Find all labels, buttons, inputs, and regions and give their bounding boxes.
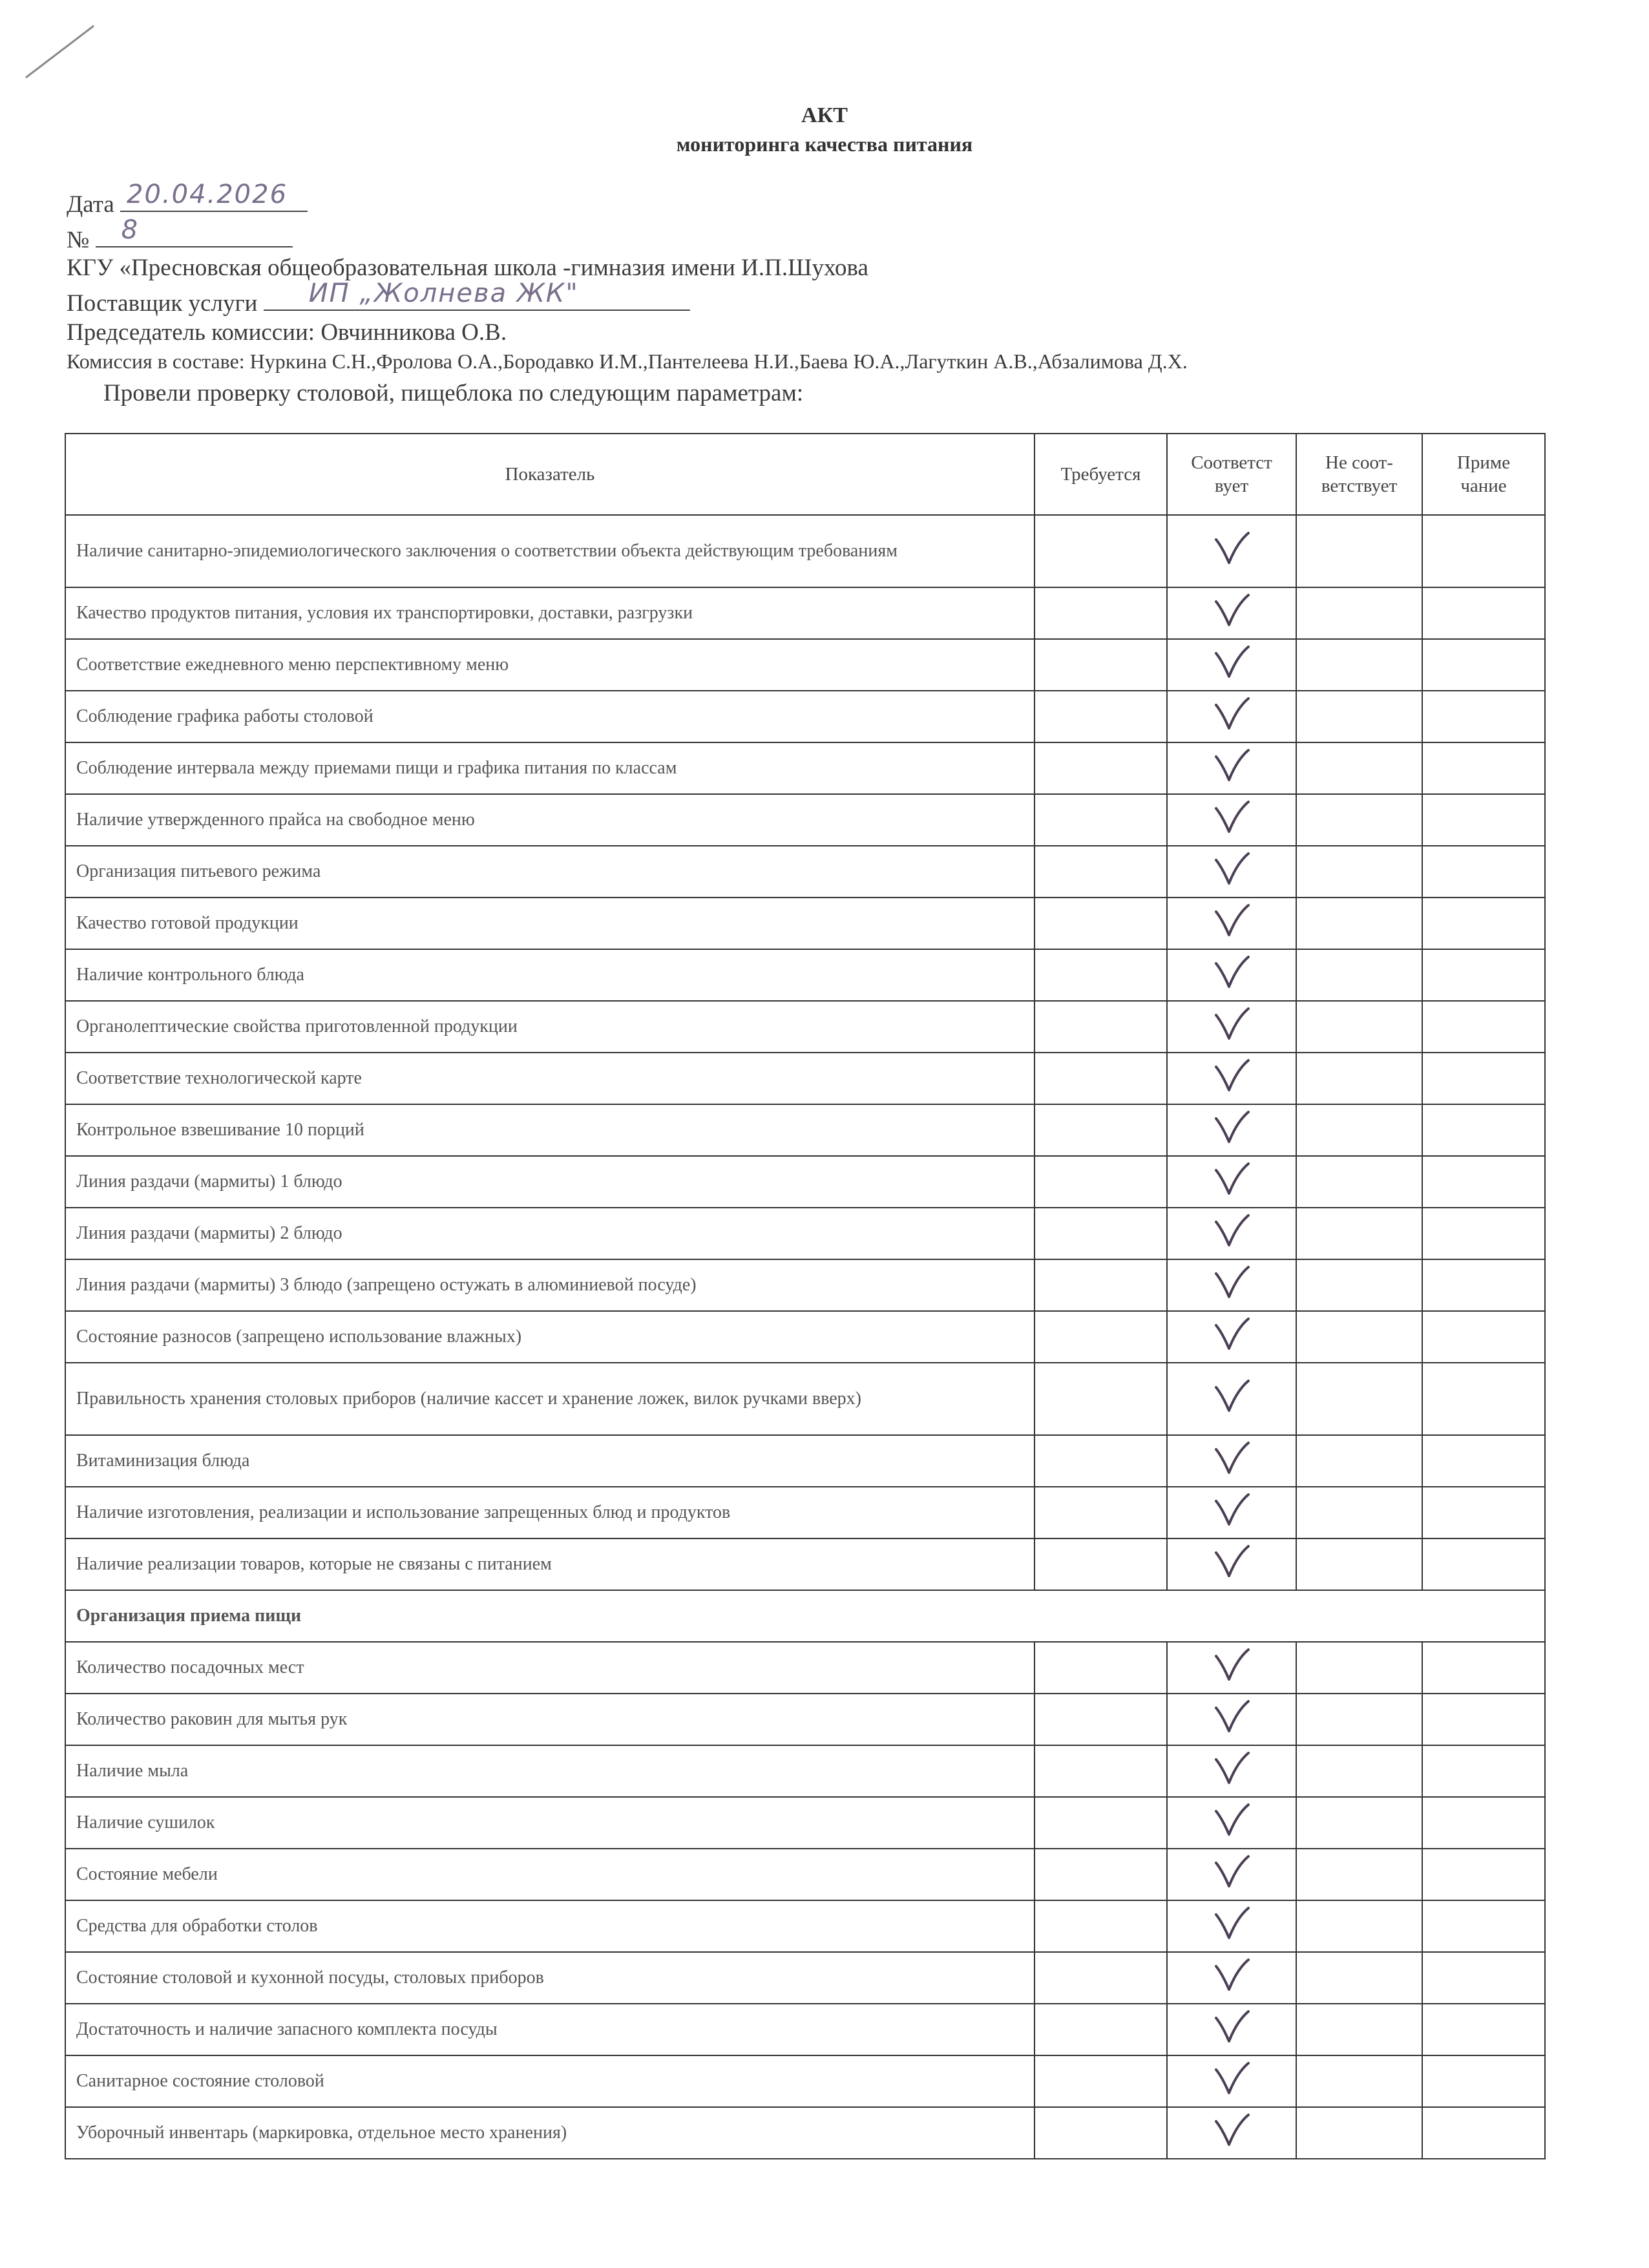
table-row <box>65 1900 1545 1952</box>
checkmark-icon <box>1212 2061 1251 2097</box>
col-indicator: Показатель <box>65 434 1035 515</box>
row-complies-cell[interactable] <box>1167 949 1296 1001</box>
table-row <box>65 1745 1545 1797</box>
row-required-cell[interactable] <box>1035 846 1167 898</box>
row-complies-cell[interactable] <box>1167 1053 1296 1104</box>
row-note-cell[interactable] <box>1422 1952 1545 2004</box>
row-note-cell[interactable] <box>1422 1053 1545 1104</box>
row-not-complies-cell[interactable] <box>1296 1797 1422 1849</box>
row-required-cell[interactable] <box>1035 1745 1167 1797</box>
row-note-cell[interactable] <box>1422 1642 1545 1694</box>
table-row <box>65 1311 1545 1363</box>
row-required-cell[interactable] <box>1035 515 1167 587</box>
row-not-complies-cell[interactable] <box>1296 1642 1422 1694</box>
table-row <box>65 1435 1545 1487</box>
row-complies-cell[interactable] <box>1167 2004 1296 2055</box>
checkmark-icon <box>1212 1544 1251 1580</box>
row-indicator-label: Линия раздачи (мармиты) 2 блюдо <box>65 1208 1035 1259</box>
date-label: Дата <box>67 191 114 218</box>
row-not-complies-cell[interactable] <box>1296 742 1422 794</box>
row-note-cell[interactable] <box>1422 949 1545 1001</box>
row-complies-cell[interactable] <box>1167 794 1296 846</box>
row-indicator-label: Состояние разносов (запрещено использование влажных) <box>65 1311 1035 1363</box>
col-note: Приме чание <box>1422 434 1545 515</box>
checkmark-icon <box>1212 2112 1251 2148</box>
table-row <box>65 1001 1545 1053</box>
supplier-handwritten: ИП „Жолнева ЖК" <box>308 278 579 308</box>
row-not-complies-cell[interactable] <box>1296 1538 1422 1590</box>
table-header-row <box>65 434 1545 515</box>
row-indicator-label: Наличие мыла <box>65 1745 1035 1797</box>
row-note-cell[interactable] <box>1422 2107 1545 2159</box>
table-row <box>65 1642 1545 1694</box>
row-indicator-label: Линия раздачи (мармиты) 1 блюдо <box>65 1156 1035 1208</box>
row-not-complies-cell[interactable] <box>1296 1208 1422 1259</box>
row-note-cell[interactable] <box>1422 1797 1545 1849</box>
row-required-cell[interactable] <box>1035 1487 1167 1538</box>
checkmark-icon <box>1212 1802 1251 1838</box>
row-not-complies-cell[interactable] <box>1296 1053 1422 1104</box>
table-row <box>65 1487 1545 1538</box>
checkmark-icon <box>1212 1647 1251 1683</box>
row-note-cell[interactable] <box>1422 1001 1545 1053</box>
row-complies-cell[interactable] <box>1167 639 1296 691</box>
checkmark-icon <box>1212 1265 1251 1301</box>
row-required-cell[interactable] <box>1035 1797 1167 1849</box>
row-complies-cell[interactable] <box>1167 1156 1296 1208</box>
intro-line: Провели проверку столовой, пищеблока по следующим параметрам: <box>103 380 804 406</box>
table-row <box>65 1104 1545 1156</box>
row-not-complies-cell[interactable] <box>1296 1001 1422 1053</box>
table-row <box>65 1156 1545 1208</box>
row-not-complies-cell[interactable] <box>1296 1156 1422 1208</box>
number-line <box>67 215 293 254</box>
row-complies-cell[interactable] <box>1167 1694 1296 1745</box>
row-complies-cell[interactable] <box>1167 1487 1296 1538</box>
row-not-complies-cell[interactable] <box>1296 898 1422 949</box>
row-indicator-label: Наличие санитарно-эпидемиологического заключения о соответствии объекта действующим требованиям <box>65 515 1035 587</box>
row-indicator-label: Наличие сушилок <box>65 1797 1035 1849</box>
row-note-cell[interactable] <box>1422 639 1545 691</box>
checkmark-icon <box>1212 1058 1251 1094</box>
date-handwritten: 20.04.2026 <box>127 180 288 209</box>
row-not-complies-cell[interactable] <box>1296 1694 1422 1745</box>
row-note-cell[interactable] <box>1422 1694 1545 1745</box>
row-note-cell[interactable] <box>1422 1745 1545 1797</box>
table-row <box>65 1363 1545 1435</box>
checkmark-icon <box>1212 1750 1251 1787</box>
section-header-row <box>65 1590 1545 1642</box>
row-required-cell[interactable] <box>1035 1694 1167 1745</box>
pen-stroke-mark <box>23 19 100 84</box>
checkmark-icon <box>1212 1957 1251 1993</box>
row-complies-cell[interactable] <box>1167 1642 1296 1694</box>
checkmark-icon <box>1212 2009 1251 2045</box>
row-required-cell[interactable] <box>1035 1259 1167 1311</box>
row-note-cell[interactable] <box>1422 2055 1545 2107</box>
table-row <box>65 1797 1545 1849</box>
row-not-complies-cell[interactable] <box>1296 846 1422 898</box>
date-field[interactable] <box>120 180 308 212</box>
row-note-cell[interactable] <box>1422 1538 1545 1590</box>
row-required-cell[interactable] <box>1035 1208 1167 1259</box>
row-complies-cell[interactable] <box>1167 1001 1296 1053</box>
row-not-complies-cell[interactable] <box>1296 794 1422 846</box>
row-not-complies-cell[interactable] <box>1296 515 1422 587</box>
checkmark-icon <box>1212 530 1251 567</box>
row-complies-cell[interactable] <box>1167 742 1296 794</box>
checkmark-icon <box>1212 644 1251 680</box>
row-not-complies-cell[interactable] <box>1296 1745 1422 1797</box>
row-required-cell[interactable] <box>1035 1363 1167 1435</box>
row-note-cell[interactable] <box>1422 1849 1545 1900</box>
row-complies-cell[interactable] <box>1167 1900 1296 1952</box>
row-complies-cell[interactable] <box>1167 587 1296 639</box>
supplier-label: Поставщик услуги <box>67 290 258 317</box>
checkmark-icon <box>1212 851 1251 887</box>
table-row <box>65 1538 1545 1590</box>
row-note-cell[interactable] <box>1422 1259 1545 1311</box>
row-not-complies-cell[interactable] <box>1296 1952 1422 2004</box>
row-required-cell[interactable] <box>1035 639 1167 691</box>
row-note-cell[interactable] <box>1422 1363 1545 1435</box>
row-not-complies-cell[interactable] <box>1296 639 1422 691</box>
table-row <box>65 949 1545 1001</box>
chairman-line: Председатель комиссии: Овчинникова О.В. <box>67 319 507 346</box>
row-indicator-label: Наличие реализации товаров, которые не связаны с питанием <box>65 1538 1035 1590</box>
row-not-complies-cell[interactable] <box>1296 2004 1422 2055</box>
row-indicator-label: Организация питьевого режима <box>65 846 1035 898</box>
table-row <box>65 2004 1545 2055</box>
table-row <box>65 1694 1545 1745</box>
row-required-cell[interactable] <box>1035 587 1167 639</box>
row-complies-cell[interactable] <box>1167 2055 1296 2107</box>
row-complies-cell[interactable] <box>1167 846 1296 898</box>
row-required-cell[interactable] <box>1035 1311 1167 1363</box>
table-row <box>65 1952 1545 2004</box>
checkmark-icon <box>1212 1854 1251 1890</box>
row-note-cell[interactable] <box>1422 1900 1545 1952</box>
row-required-cell[interactable] <box>1035 2107 1167 2159</box>
row-indicator-label: Количество раковин для мытья рук <box>65 1694 1035 1745</box>
row-required-cell[interactable] <box>1035 794 1167 846</box>
row-note-cell[interactable] <box>1422 742 1545 794</box>
table-row <box>65 1259 1545 1311</box>
row-note-cell[interactable] <box>1422 794 1545 846</box>
row-complies-cell[interactable] <box>1167 1435 1296 1487</box>
row-complies-cell[interactable] <box>1167 1259 1296 1311</box>
row-complies-cell[interactable] <box>1167 1104 1296 1156</box>
row-note-cell[interactable] <box>1422 846 1545 898</box>
row-note-cell[interactable] <box>1422 587 1545 639</box>
school-name: КГУ «Пресновская общеобразовательная школа -гимназия имени И.П.Шухова <box>67 255 868 281</box>
row-indicator-label: Органолептические свойства приготовленной продукции <box>65 1001 1035 1053</box>
number-label: № <box>67 227 90 253</box>
number-handwritten: 8 <box>121 215 140 245</box>
row-not-complies-cell[interactable] <box>1296 1849 1422 1900</box>
row-indicator-label: Достаточность и наличие запасного комплекта посуды <box>65 2004 1035 2055</box>
row-required-cell[interactable] <box>1035 1849 1167 1900</box>
row-note-cell[interactable] <box>1422 1435 1545 1487</box>
row-complies-cell[interactable] <box>1167 898 1296 949</box>
row-indicator-label: Правильность хранения столовых приборов (наличие кассет и хранение ложек, вилок ручками вверх) <box>65 1363 1035 1435</box>
table-row <box>65 2055 1545 2107</box>
number-field[interactable] <box>96 215 293 247</box>
row-complies-cell[interactable] <box>1167 1208 1296 1259</box>
row-required-cell[interactable] <box>1035 898 1167 949</box>
supplier-line <box>67 278 690 317</box>
row-not-complies-cell[interactable] <box>1296 1104 1422 1156</box>
col-not-complies: Не соот-ветствует <box>1296 434 1422 515</box>
row-note-cell[interactable] <box>1422 1208 1545 1259</box>
monitoring-table <box>65 433 1546 2159</box>
checkmark-icon <box>1212 903 1251 939</box>
row-not-complies-cell[interactable] <box>1296 1311 1422 1363</box>
row-indicator-label: Наличие утвержденного прайса на свободное меню <box>65 794 1035 846</box>
table-row <box>65 1849 1545 1900</box>
checkmark-icon <box>1212 696 1251 732</box>
row-indicator-label: Соответствие ежедневного меню перспективному меню <box>65 639 1035 691</box>
row-not-complies-cell[interactable] <box>1296 1259 1422 1311</box>
checkmark-icon <box>1212 1699 1251 1735</box>
row-required-cell[interactable] <box>1035 691 1167 742</box>
row-required-cell[interactable] <box>1035 1053 1167 1104</box>
row-required-cell[interactable] <box>1035 1900 1167 1952</box>
row-complies-cell[interactable] <box>1167 691 1296 742</box>
row-indicator-label: Соблюдение графика работы столовой <box>65 691 1035 742</box>
checkmark-icon <box>1212 748 1251 784</box>
row-not-complies-cell[interactable] <box>1296 1900 1422 1952</box>
row-indicator-label: Состояние столовой и кухонной посуды, столовых приборов <box>65 1952 1035 2004</box>
row-note-cell[interactable] <box>1422 2004 1545 2055</box>
row-complies-cell[interactable] <box>1167 2107 1296 2159</box>
row-indicator-label: Контрольное взвешивание 10 порций <box>65 1104 1035 1156</box>
row-complies-cell[interactable] <box>1167 1538 1296 1590</box>
col-complies: Соответст вует <box>1167 434 1296 515</box>
row-required-cell[interactable] <box>1035 1952 1167 2004</box>
checkmark-icon <box>1212 1906 1251 1942</box>
row-not-complies-cell[interactable] <box>1296 949 1422 1001</box>
row-note-cell[interactable] <box>1422 1156 1545 1208</box>
row-indicator-label: Наличие контрольного блюда <box>65 949 1035 1001</box>
row-indicator-label: Качество продуктов питания, условия их транспортировки, доставки, разгрузки <box>65 587 1035 639</box>
row-not-complies-cell[interactable] <box>1296 1435 1422 1487</box>
row-not-complies-cell[interactable] <box>1296 1487 1422 1538</box>
row-required-cell[interactable] <box>1035 1104 1167 1156</box>
row-required-cell[interactable] <box>1035 1001 1167 1053</box>
row-required-cell[interactable] <box>1035 2004 1167 2055</box>
date-line <box>67 180 308 218</box>
row-note-cell[interactable] <box>1422 691 1545 742</box>
row-complies-cell[interactable] <box>1167 1363 1296 1435</box>
table-row <box>65 794 1545 846</box>
row-indicator-label: Средства для обработки столов <box>65 1900 1035 1952</box>
checkmark-icon <box>1212 1378 1251 1414</box>
row-complies-cell[interactable] <box>1167 1952 1296 2004</box>
row-not-complies-cell[interactable] <box>1296 1363 1422 1435</box>
row-required-cell[interactable] <box>1035 2055 1167 2107</box>
table-row <box>65 898 1545 949</box>
row-complies-cell[interactable] <box>1167 1745 1296 1797</box>
row-indicator-label: Соблюдение интервала между приемами пищи и графика питания по классам <box>65 742 1035 794</box>
row-indicator-label: Уборочный инвентарь (маркировка, отдельное место хранения) <box>65 2107 1035 2159</box>
row-required-cell[interactable] <box>1035 1538 1167 1590</box>
committee-line: Комиссия в составе: Нуркина С.Н.,Фролова О.А.,Бородавко И.М.,Пантелеева Н.И.,Баева Ю.А.,Лагуткин А.В.,Абзалимова Д.Х. <box>67 350 1188 373</box>
checkmark-icon <box>1212 1006 1251 1042</box>
row-required-cell[interactable] <box>1035 1435 1167 1487</box>
row-required-cell[interactable] <box>1035 742 1167 794</box>
checkmark-icon <box>1212 1316 1251 1352</box>
checkmark-icon <box>1212 1213 1251 1249</box>
row-note-cell[interactable] <box>1422 1311 1545 1363</box>
row-indicator-label: Качество готовой продукции <box>65 898 1035 949</box>
row-indicator-label: Состояние мебели <box>65 1849 1035 1900</box>
row-not-complies-cell[interactable] <box>1296 587 1422 639</box>
table-row <box>65 639 1545 691</box>
checkmark-icon <box>1212 593 1251 629</box>
row-note-cell[interactable] <box>1422 515 1545 587</box>
row-complies-cell[interactable] <box>1167 1311 1296 1363</box>
row-complies-cell[interactable] <box>1167 1849 1296 1900</box>
row-note-cell[interactable] <box>1422 1487 1545 1538</box>
row-indicator-label: Санитарное состояние столовой <box>65 2055 1035 2107</box>
section-title: Организация приема пищи <box>65 1590 1545 1642</box>
row-required-cell[interactable] <box>1035 1642 1167 1694</box>
table-row <box>65 742 1545 794</box>
checkmark-icon <box>1212 1440 1251 1476</box>
row-indicator-label: Линия раздачи (мармиты) 3 блюдо (запрещено остужать в алюминиевой посуде) <box>65 1259 1035 1311</box>
checkmark-icon <box>1212 954 1251 991</box>
table-row <box>65 846 1545 898</box>
table-row <box>65 1053 1545 1104</box>
row-indicator-label: Витаминизация блюда <box>65 1435 1035 1487</box>
row-note-cell[interactable] <box>1422 1104 1545 1156</box>
row-indicator-label: Наличие изготовления, реализации и использование запрещенных блюд и продуктов <box>65 1487 1035 1538</box>
table-row <box>65 691 1545 742</box>
table-row <box>65 2107 1545 2159</box>
row-not-complies-cell[interactable] <box>1296 2055 1422 2107</box>
row-required-cell[interactable] <box>1035 1156 1167 1208</box>
checkmark-icon <box>1212 1161 1251 1197</box>
document-title: АКТ <box>801 103 848 127</box>
row-not-complies-cell[interactable] <box>1296 2107 1422 2159</box>
row-required-cell[interactable] <box>1035 949 1167 1001</box>
row-complies-cell[interactable] <box>1167 515 1296 587</box>
checkmark-icon <box>1212 1492 1251 1528</box>
supplier-field[interactable] <box>264 278 690 311</box>
checkmark-icon <box>1212 799 1251 835</box>
row-indicator-label: Соответствие технологической карте <box>65 1053 1035 1104</box>
row-note-cell[interactable] <box>1422 898 1545 949</box>
checkmark-icon <box>1212 1109 1251 1146</box>
document-subtitle: мониторинга качества питания <box>676 132 973 156</box>
col-required: Требуется <box>1035 434 1167 515</box>
row-complies-cell[interactable] <box>1167 1797 1296 1849</box>
table-row <box>65 1208 1545 1259</box>
table-row <box>65 587 1545 639</box>
row-indicator-label: Количество посадочных мест <box>65 1642 1035 1694</box>
row-not-complies-cell[interactable] <box>1296 691 1422 742</box>
table-row <box>65 515 1545 587</box>
